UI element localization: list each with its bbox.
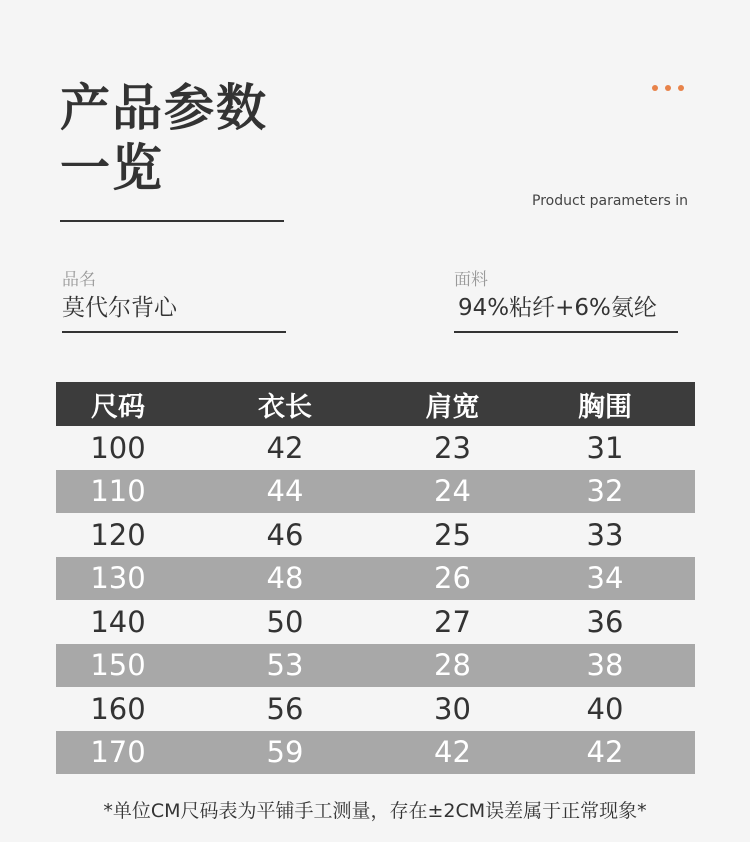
cell-size: 100 [90, 430, 146, 465]
column-header-length: 衣长 [258, 391, 312, 423]
cell-size: 160 [90, 691, 146, 726]
table-row [56, 426, 695, 470]
table-row [56, 600, 695, 644]
cell-shoulder: 28 [434, 648, 471, 683]
product-name-field [62, 270, 286, 333]
cell-length: 56 [266, 691, 304, 726]
cell-size: 150 [90, 648, 146, 683]
cell-length: 53 [266, 648, 304, 683]
cell-size: 170 [90, 735, 146, 770]
more-dots-icon [652, 85, 692, 93]
page-title-line2: 一览 [60, 139, 164, 197]
cell-chest: 38 [586, 648, 624, 683]
cell-length: 59 [266, 735, 304, 770]
size-table [56, 382, 695, 774]
page-title-line1: 产品参数 [60, 79, 268, 137]
table-header-row [56, 382, 695, 426]
title-divider [60, 220, 284, 222]
cell-shoulder: 30 [434, 691, 471, 726]
cell-chest: 36 [586, 604, 624, 639]
cell-shoulder: 24 [434, 474, 471, 509]
cell-chest: 33 [586, 517, 624, 552]
page-subtitle: Product parameters in [532, 193, 689, 209]
cell-length: 50 [266, 604, 304, 639]
cell-size: 120 [90, 517, 146, 552]
fabric-field [454, 270, 678, 333]
cell-size: 130 [90, 561, 146, 596]
page-title [60, 78, 268, 198]
table-row [56, 470, 695, 514]
table-row [56, 687, 695, 731]
cell-length: 48 [266, 561, 304, 596]
cell-chest: 42 [586, 735, 624, 770]
table-row [56, 731, 695, 775]
cell-length: 46 [266, 517, 304, 552]
cell-shoulder: 25 [434, 517, 471, 552]
table-row [56, 644, 695, 688]
cell-length: 42 [266, 430, 304, 465]
column-header-shoulder: 肩宽 [425, 391, 480, 423]
table-row [56, 557, 695, 601]
measurement-note: *单位CM尺码表为平铺手工测量，存在±2CM误差属于正常现象* [103, 800, 647, 822]
cell-chest: 34 [586, 561, 624, 596]
cell-shoulder: 26 [434, 561, 471, 596]
cell-chest: 40 [586, 691, 624, 726]
cell-shoulder: 23 [434, 430, 471, 465]
cell-size: 140 [90, 604, 146, 639]
table-row [56, 513, 695, 557]
cell-length: 44 [266, 474, 304, 509]
column-header-chest: 胸围 [578, 391, 632, 423]
product-name-divider [62, 331, 286, 333]
cell-shoulder: 42 [434, 735, 471, 770]
cell-chest: 31 [586, 430, 624, 465]
fabric-divider [454, 331, 678, 333]
cell-size: 110 [90, 474, 146, 509]
cell-chest: 32 [586, 474, 624, 509]
product-name-label: 品名 [62, 270, 96, 290]
product-name-value: 莫代尔背心 [62, 295, 177, 321]
fabric-value: 94%粘纤+6%氨纶 [458, 295, 657, 321]
column-header-size: 尺码 [91, 391, 145, 423]
fabric-label: 面料 [454, 270, 488, 290]
cell-shoulder: 27 [434, 604, 471, 639]
